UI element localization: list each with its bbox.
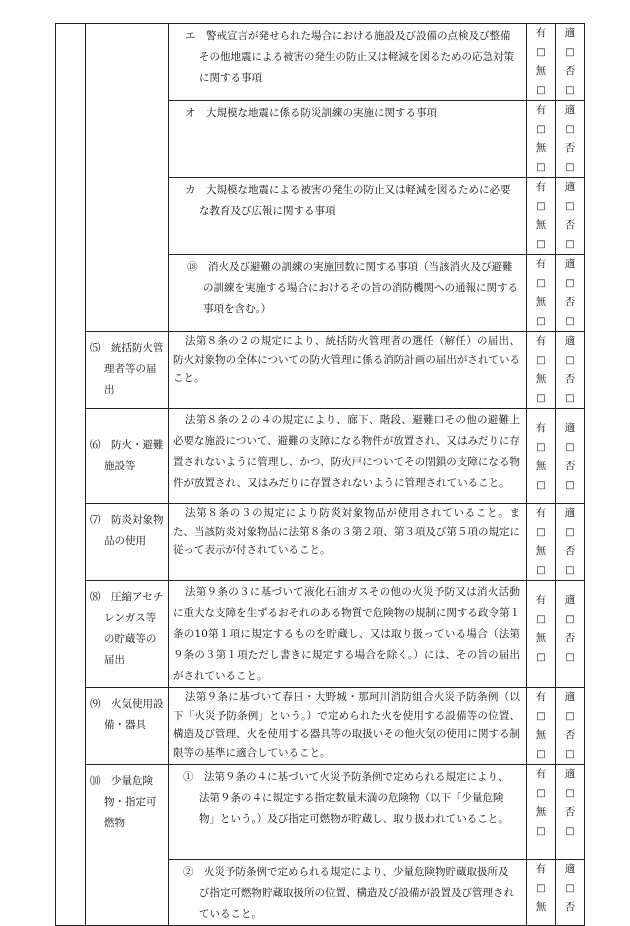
checkbox-noncompliant[interactable]: □ bbox=[565, 85, 575, 96]
presence-check[interactable]: 有 □ 無 □ bbox=[527, 101, 556, 178]
table-row bbox=[56, 504, 585, 581]
compliance-check[interactable]: 適 □ 否 □ bbox=[556, 581, 585, 688]
item-text: 法第９条に基づいて春日・大野城・那珂川消防組合火災予防条例（以下「火災予防条例」という。）で定められた火を使用する設備等の位置、構造及び管理、火を使用する器具等の取扱いその他火気の使用に関する制限等の基準に適合していること。 bbox=[173, 691, 520, 759]
presence-check[interactable]: 有 □ 無 □ bbox=[527, 688, 556, 765]
checkbox-absent[interactable]: □ bbox=[536, 749, 546, 760]
checkbox-absent[interactable]: □ bbox=[536, 565, 546, 576]
item-text: ⑱ 消火及び避難の訓練の実施回数に関する事項（当該消火及び避難の訓練を実施する場合におけるその旨の消防機関への通報に関する事項を含む。） bbox=[187, 261, 518, 315]
compliance-check[interactable]: 適 □ 否 □ bbox=[556, 332, 585, 409]
compliance-check[interactable]: 適 □ 否 □ bbox=[556, 409, 585, 504]
presence-check[interactable]: 有 □ 無 □ bbox=[527, 178, 556, 255]
blank-label-cell bbox=[86, 24, 169, 332]
checkbox-absent[interactable]: □ bbox=[536, 480, 546, 491]
checkbox-present[interactable]: □ bbox=[536, 355, 546, 366]
compliance-check[interactable]: 適 □ 否 □ bbox=[556, 765, 585, 860]
item-text: 法第８条の２の規定により、統括防火管理者の選任（解任）の届出、防火対象物の全体についての防火管理に係る消防計画の届出がされていること。 bbox=[173, 335, 520, 384]
table-row bbox=[56, 24, 585, 101]
compliance-check[interactable]: 適 □ 否 bbox=[556, 860, 585, 926]
checkbox-compliant[interactable]: □ bbox=[565, 527, 575, 538]
table-row bbox=[56, 581, 585, 688]
checkbox-present[interactable]: □ bbox=[536, 614, 546, 625]
checkbox-absent[interactable]: □ bbox=[536, 393, 546, 404]
inspection-table bbox=[55, 23, 585, 926]
checkbox-noncompliant[interactable]: □ bbox=[565, 316, 575, 327]
checkbox-compliant[interactable]: □ bbox=[565, 788, 575, 799]
item-text: ② 火災予防条例で定められる規定により、少量危険物貯蔵取扱所及び指定可燃物貯蔵取扱所の位置、構造及び設備が設置及び管理されていること。 bbox=[183, 866, 514, 920]
checkbox-present[interactable]: □ bbox=[536, 124, 546, 135]
item-text: エ 警戒宣言が発せられた場合における施設及び設備の点検及び整備その他地震による被害の発生の防止又は軽減を図るための応急対策に関する事項 bbox=[185, 30, 514, 84]
table-row bbox=[56, 409, 585, 504]
checkbox-absent[interactable]: □ bbox=[536, 85, 546, 96]
checkbox-present[interactable]: □ bbox=[536, 788, 546, 799]
compliance-check[interactable]: 適 □ 否 □ bbox=[556, 178, 585, 255]
compliance-check[interactable]: 適 □ 否 □ bbox=[556, 24, 585, 101]
checkbox-absent[interactable]: □ bbox=[536, 826, 546, 837]
checkbox-compliant[interactable]: □ bbox=[565, 711, 575, 722]
presence-check[interactable]: 有 □ 無 □ bbox=[527, 504, 556, 581]
item-text: ① 法第９条の４に基づいて火災予防条例で定められる規定により、法第９条の４に規定する指定数量未満の危険物（以下「少量危険物」という。）及び指定可燃物が貯蔵し、取り扱われていること。 bbox=[183, 771, 509, 825]
checkbox-compliant[interactable]: □ bbox=[565, 883, 575, 894]
checkbox-present[interactable]: □ bbox=[536, 711, 546, 722]
item-text: 法第８条の３の規定により防炎対象物品が使用されていること。また、当該防炎対象物品に法第８条の３第２項、第３項及び第５項の規定に従って表示が付されていること。 bbox=[173, 507, 520, 556]
item-text: 法第８条の２の４の規定により、廊下、階段、避難口その他の避難上必要な施設について、避難の支障になる物件が放置され、又はみだりに存置されないように管理し、かつ、防火戸についてその閉鎖の支障になる物件が放置され、又はみだりに存置されないように管理されていること。 bbox=[173, 414, 520, 489]
checkbox-compliant[interactable]: □ bbox=[565, 124, 575, 135]
checkbox-compliant[interactable]: □ bbox=[565, 442, 575, 453]
compliance-check[interactable]: 適 □ 否 □ bbox=[556, 101, 585, 178]
checkbox-absent[interactable]: □ bbox=[536, 239, 546, 250]
section-label: ⑺ 防炎対象物品の使用 bbox=[90, 514, 164, 547]
presence-check[interactable]: 有 □ 無 □ bbox=[527, 581, 556, 688]
presence-check[interactable]: 有 □ 無 □ bbox=[527, 765, 556, 860]
checkbox-present[interactable]: □ bbox=[536, 201, 546, 212]
table-row bbox=[56, 688, 585, 765]
checkbox-present[interactable]: □ bbox=[536, 527, 546, 538]
checkbox-absent[interactable]: □ bbox=[536, 316, 546, 327]
compliance-check[interactable]: 適 □ 否 □ bbox=[556, 255, 585, 332]
checkbox-noncompliant[interactable]: □ bbox=[565, 480, 575, 491]
checkbox-present[interactable]: □ bbox=[536, 278, 546, 289]
section-label: ⑹ 防火・避難施設等 bbox=[90, 439, 164, 472]
checkbox-compliant[interactable]: □ bbox=[565, 355, 575, 366]
checkbox-present[interactable]: □ bbox=[536, 47, 546, 58]
presence-check[interactable]: 有 □ 無 bbox=[527, 860, 556, 926]
compliance-check[interactable]: 適 □ 否 □ bbox=[556, 504, 585, 581]
presence-check[interactable]: 有 □ 無 □ bbox=[527, 409, 556, 504]
table-row bbox=[56, 332, 585, 409]
checkbox-compliant[interactable]: □ bbox=[565, 47, 575, 58]
checkbox-present[interactable]: □ bbox=[536, 442, 546, 453]
checkbox-noncompliant[interactable]: □ bbox=[565, 162, 575, 173]
checkbox-noncompliant[interactable]: □ bbox=[565, 826, 575, 837]
section-label: ⑽ 少量危険物・指定可燃物 bbox=[90, 775, 157, 829]
checkbox-absent[interactable]: □ bbox=[536, 162, 546, 173]
section-label: ⑸ 統括防火管理者等の届出 bbox=[90, 342, 164, 396]
checkbox-noncompliant[interactable]: □ bbox=[565, 565, 575, 576]
presence-check[interactable]: 有 □ 無 □ bbox=[527, 332, 556, 409]
checkbox-noncompliant[interactable]: □ bbox=[565, 239, 575, 250]
checkbox-noncompliant[interactable]: □ bbox=[565, 393, 575, 404]
compliance-check[interactable]: 適 □ 否 □ bbox=[556, 688, 585, 765]
item-text: カ 大規模な地震による被害の発生の防止又は軽減を図るために必要な教育及び広報に関する事項 bbox=[185, 184, 511, 217]
section-label: ⑻ 圧縮アセチレンガス等の貯蔵等の届出 bbox=[90, 591, 164, 666]
checkbox-present[interactable]: □ bbox=[536, 883, 546, 894]
presence-check[interactable]: 有 □ 無 □ bbox=[527, 255, 556, 332]
checkbox-compliant[interactable]: □ bbox=[565, 278, 575, 289]
checkbox-compliant[interactable]: □ bbox=[565, 201, 575, 212]
item-text: 法第９条の３に基づいて液化石油ガスその他の火災予防又は消火活動に重大な支障を生ずるおそれのある物質で危険物の規制に関する政令第１条の10第１項に規定するものを貯蔵し、又は取り扱っている場合（法第９条の３第１項ただし書きに規定する場合を除く。）には、その旨の届出がされていること。 bbox=[173, 586, 520, 682]
blank-margin-column bbox=[56, 24, 86, 926]
section-label: ⑼ 火気使用設備・器具 bbox=[90, 698, 164, 731]
item-text: オ 大規模な地震に係る防災訓練の実施に関する事項 bbox=[185, 107, 437, 119]
checkbox-compliant[interactable]: □ bbox=[565, 614, 575, 625]
checkbox-noncompliant[interactable]: □ bbox=[565, 749, 575, 760]
table-row bbox=[56, 765, 585, 860]
checkbox-absent[interactable]: □ bbox=[536, 652, 546, 663]
checkbox-noncompliant[interactable]: □ bbox=[565, 652, 575, 663]
presence-check[interactable]: 有 □ 無 □ bbox=[527, 24, 556, 101]
